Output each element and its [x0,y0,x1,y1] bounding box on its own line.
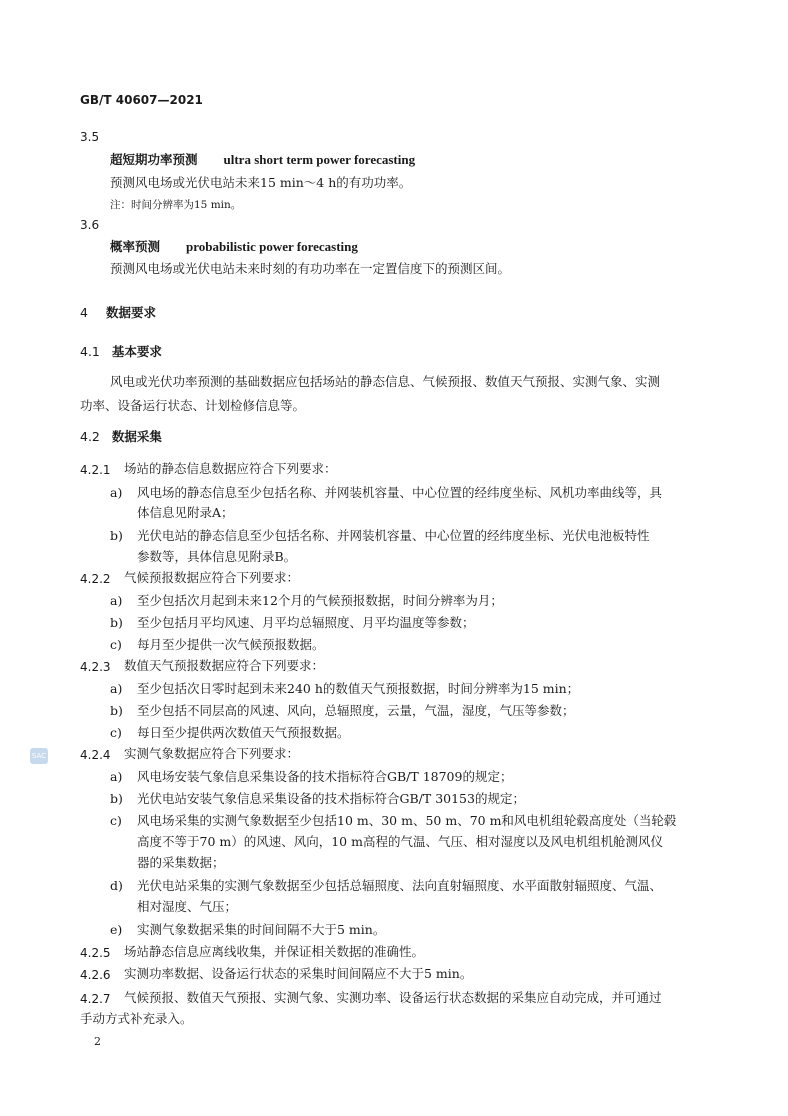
clause-4-2-7-number: 4.2.7 [80,992,111,1006]
section-4-1-line1: 风电或光伏功率预测的基础数据应包括场站的静态信息、气候预报、数值天气预报、实测气象、实测 [110,374,661,389]
list-item-text: 相对湿度、气压； [137,899,238,914]
term-3-6-heading [110,240,358,254]
list-item-text: 至少包括月平均风速、月平均总辐照度、月平均温度等参数； [137,615,475,630]
section-4-title: 数据要求 [105,305,156,320]
list-item-text: 每月至少提供一次气候预报数据。 [137,637,325,652]
section-4-heading [80,307,156,320]
list-item-text: 至少包括次日零时起到未来240 h的数值天气预报数据，时间分辨率为15 min； [137,681,580,696]
clause-4-2-7-line2: 手动方式补充录入。 [80,1011,193,1026]
section-4-1-heading [80,346,162,359]
clause-4-2-5-text: 场站静态信息应离线收集，并保证相关数据的准确性。 [124,944,425,959]
list-label: c) [110,637,122,652]
section-4-1-number: 4.1 [80,344,100,359]
term-3-5-note: 注：时间分辨率为15 min。 [110,199,242,211]
term-3-5-definition: 预测风电场或光伏电站未来15 min～4 h的有功功率。 [110,175,412,190]
list-item-text: 器的采集数据； [137,855,225,870]
list-label: a) [110,593,123,608]
clause-4-2-2-text: 气候预报数据应符合下列要求： [124,570,300,585]
list-item-text: 光伏电站的静态信息至少包括名称、并网装机容量、中心位置的经纬度坐标、光伏电池板特性 [137,528,650,543]
list-label: a) [110,769,123,784]
section-4-2-number: 4.2 [80,429,100,444]
list-label: b) [110,791,123,806]
clause-4-2-1-number: 4.2.1 [80,463,111,477]
section-4-1-title: 基本要求 [111,344,162,359]
clause-4-2-4-number: 4.2.4 [80,748,111,762]
list-item-text: 光伏电站采集的实测气象数据至少包括总辐照度、法向直射辐照度、水平面散射辐照度、气温、 [137,878,663,893]
section-4-1-line2: 功率、设备运行状态、计划检修信息等。 [80,398,306,413]
term-3-6-definition: 预测风电场或光伏电站未来时刻的有功功率在一定置信度下的预测区间。 [110,261,511,276]
page-number: 2 [94,1035,101,1048]
list-label: a) [110,681,123,696]
standard-code: GB/T 40607—2021 [80,93,203,107]
clause-4-2-3-number: 4.2.3 [80,660,111,674]
sac-stamp: SAC [30,748,48,764]
clause-4-2-3-text: 数值天气预报数据应符合下列要求： [124,658,325,673]
list-item-text: 风电场安装气象信息采集设备的技术指标符合GB/T 18709的规定； [137,769,513,784]
list-item-text: 每日至少提供两次数值天气预报数据。 [137,725,350,740]
term-3-6-cn: 概率预测 [110,239,161,254]
list-item-text: 风电场的静态信息至少包括名称、并网装机容量、中心位置的经纬度坐标、风机功率曲线等，具 [137,485,663,500]
clause-4-2-6-number: 4.2.6 [80,968,111,982]
term-3-6-en: probabilistic power forecasting [186,239,358,254]
list-label: e) [110,922,123,937]
term-3-5-cn: 超短期功率预测 [110,152,198,167]
list-label: b) [110,703,123,718]
list-label: b) [110,528,123,543]
list-item-text: 风电场采集的实测气象数据至少包括10 m、30 m、50 m、70 m和风电机组轮毂高度处（当轮毂 [137,813,677,828]
clause-4-2-2-number: 4.2.2 [80,572,111,586]
clause-4-2-6-text: 实测功率数据、设备运行状态的采集时间间隔应不大于5 min。 [124,966,473,981]
list-label: a) [110,485,123,500]
section-4-2-heading [80,431,162,444]
list-item-text: 至少包括不同层高的风速、风向，总辐照度，云量，气温，湿度，气压等参数； [137,703,575,718]
section-4-2-title: 数据采集 [111,429,162,444]
list-label: c) [110,813,122,828]
term-3-5-number: 3.5 [80,130,100,144]
term-3-6-number: 3.6 [80,218,100,232]
list-item-text: 至少包括次月起到未来12个月的气候预报数据，时间分辨率为月； [137,593,503,608]
term-3-5-heading [110,153,415,167]
section-4-number: 4 [80,305,88,320]
list-item-text: 光伏电站安装气象信息采集设备的技术指标符合GB/T 30153的规定； [137,791,525,806]
list-item-text: 参数等，具体信息见附录B。 [137,549,297,564]
clause-4-2-4-text: 实测气象数据应符合下列要求： [124,746,300,761]
list-label: d) [110,878,123,893]
list-item-text: 体信息见附录A； [137,505,234,520]
list-label: b) [110,615,123,630]
list-item-text: 高度不等于70 m）的风速、风向，10 m高程的气温、气压、相对湿度以及风电机组机舱测风仪 [137,834,663,849]
term-3-5-en: ultra short term power forecasting [223,152,416,167]
clause-4-2-5-number: 4.2.5 [80,946,111,960]
clause-4-2-1-text: 场站的静态信息数据应符合下列要求： [124,461,337,476]
list-label: c) [110,725,122,740]
list-item-text: 实测气象数据采集的时间间隔不大于5 min。 [137,922,386,937]
clause-4-2-7-line1: 气候预报、数值天气预报、实测气象、实测功率、设备运行状态数据的采集应自动完成，并可通过 [124,990,662,1005]
